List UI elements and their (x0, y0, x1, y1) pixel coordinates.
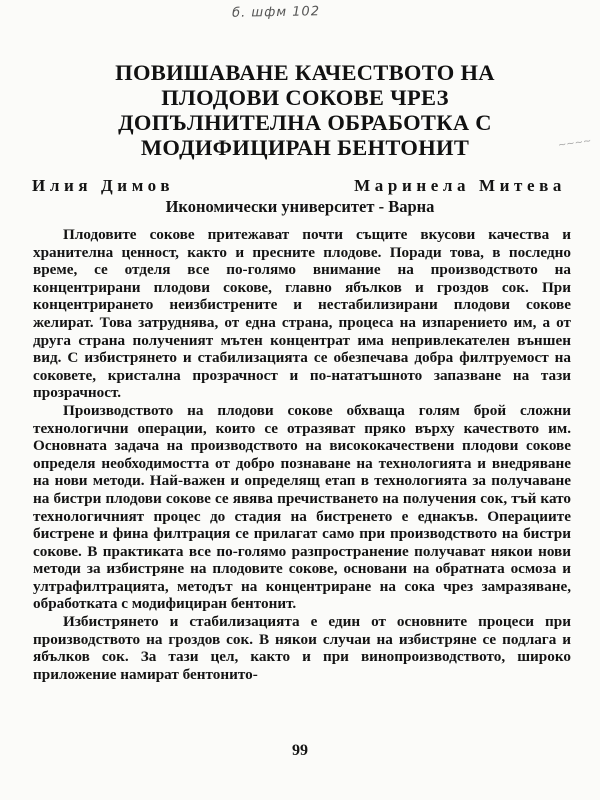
author-affiliation: Икономически университет - Варна (165, 197, 435, 216)
author-name: Маринела Митева (354, 176, 566, 195)
paragraph: Плодовите сокове притежават почти същите вкусови качества и хранителна ценност, както и пресните плодове. Поради това, в последно време, се отделя все по-голямо внимание на производството на концентрирани плодови сокове, главно ябълков и гроздов сок. При концентрирането неизбистрените и нестабилизирани плодови сокове желират. Това затруднява, от една страна, процеса на изпарението им, а от друга страна полученият мътен концентрат има непривлекателен външен вид. С избистрянето и стабилизацията се обезпечава добра филтруемост на соковете, кристална прозрачност и по-нататъшното запазване на тази прозрачност. (33, 226, 571, 402)
author-name: Илия Димов (32, 176, 175, 195)
margin-scribble: ~~~~ (557, 135, 593, 152)
title-line: ПЛОДОВИ СОКОВЕ ЧРЕЗ (161, 85, 449, 110)
paper-title (40, 60, 570, 160)
title-line: МОДИФИЦИРАН БЕНТОНИТ (140, 135, 470, 160)
paragraph: Производството на плодови сокове обхваща голям брой сложни технологични операции, които се отразяват пряко върху качеството им. Основната задача на производството на висококачествени плодови сокове определя необходимостта от добро познаване на технологията и внедряване на нови методи. Най-важен и определящ етап в технологията за получаване на бистри плодови сокове се явява пречистването на получения сок, тъй като технологичният процес до стадия на бистренето е еднакъв. Операциите бистрене и фина филтрация се прилагат само при производството на бистри сокове. В практиката все по-голямо разпространение получават някои нови методи за избистряне на плодовите сокове, основани на обратната осмоза и ултрафилтрацията, методът на концентриране на сока чрез замразяване, обработката с модифициран бентонит. (33, 401, 571, 613)
title-line: ДОПЪЛНИТЕЛНА ОБРАБОТКА С (118, 110, 492, 135)
paragraph: Избистрянето и стабилизацията е един от основните процеси при производството на гроздов сок. В някои случаи на избистряне се подлага и ябълков сок. За тази цел, както и при винопроизводството, широко приложение намират бентонито- (33, 613, 571, 683)
title-line: ПОВИШАВАНЕ КАЧЕСТВОТО НА (115, 60, 495, 85)
page-number: 99 (292, 742, 308, 759)
author-list (32, 176, 566, 196)
handwritten-note: б. шфм 102 (231, 4, 321, 21)
body-text (33, 226, 571, 683)
